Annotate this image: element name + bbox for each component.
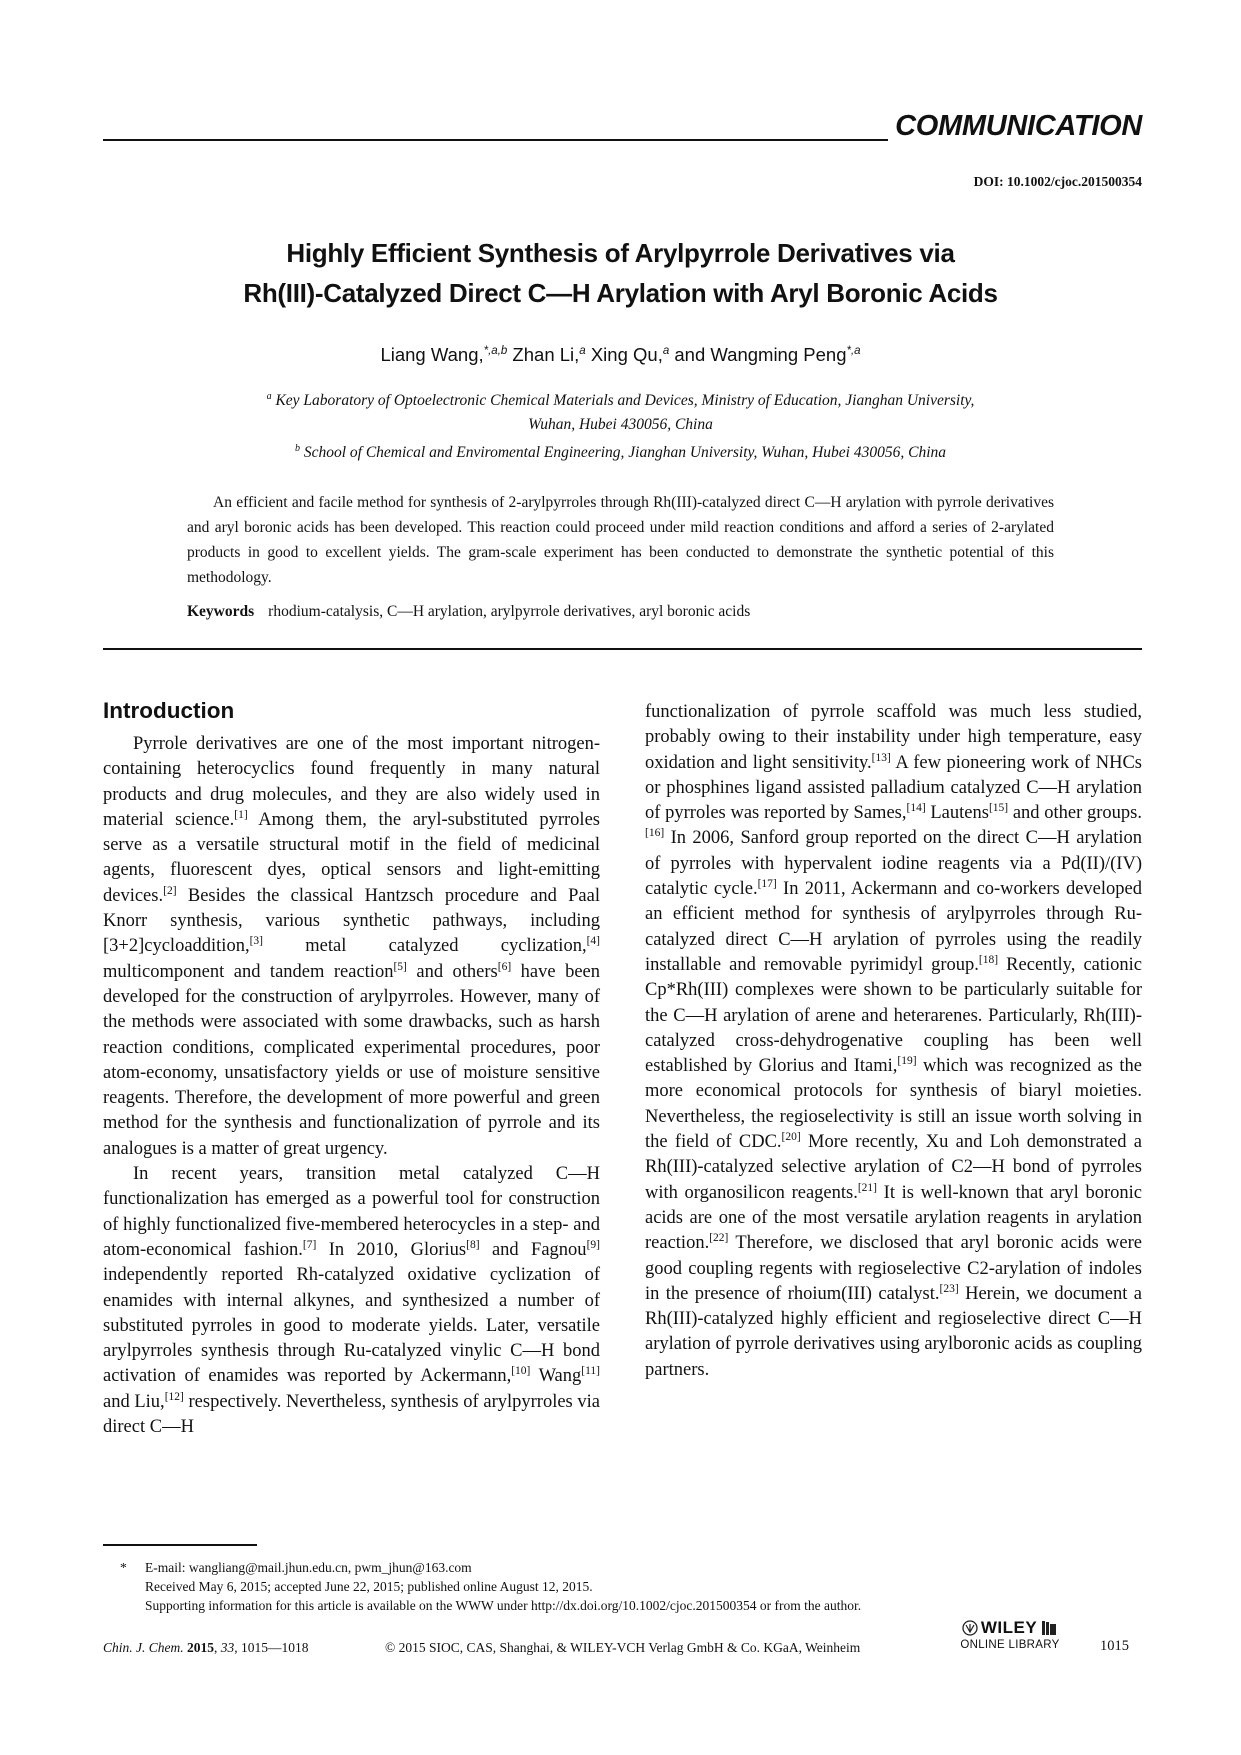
affiliation-text: School of Chemical and Enviromental Engineering, Jianghan University, Wuhan, Hubei 430056, China: [299, 444, 947, 462]
affiliation-text: Key Laboratory of Optoelectronic Chemical Materials and Devices, Ministry of Education, Jianghan University,: [271, 392, 975, 410]
copyright: © 2015 SIOC, CAS, Shanghai, & WILEY-VCH Verlag GmbH & Co. KGaA, Weinheim: [385, 1640, 861, 1655]
citation-ref[interactable]: [22]: [709, 1232, 729, 1245]
intro-paragraph-2-cont: functionalization of pyrrole scaffold was much less studied, probably owing to their instability under high temperature, easy oxidation and light sensitivity.[13] A few pioneering work of NHCs or phosphines ligand assisted palladium catalyzed C—H arylation of pyrroles was reported by Sames,[14] Lautens[15] and other groups.[16] In 2006, Sanford group reported on the direct C—H arylation of pyrroles with hypervalent iodine reagents via a Pd(II)/(IV) catalytic cycle.[17] In 2011, Ackermann and co-workers developed an efficient method for synthesis of arylpyrroles through Ru-catalyzed direct C—H arylation of pyrroles using the readily installable and removable pyrimidyl group.[18] Recently, cationic Cp*Rh(III) complexes were shown to be particularly suitable for the C—H arylation of arene and heterarenes. Particularly, Rh(III)-catalyzed cross-dehydrogenative coupling has been well established by Glorius and Itami,[19] which was recognized as the more economical protocols for synthesis of biaryl moieties. Nevertheless, the regioselectivity is still an issue worth solving in the field of CDC.[20] More recently, Xu and Loh demonstrated a Rh(III)-catalyzed selective arylation of C2—H bond of pyrroles with organosilicon reagents.[21] It is well-known that aryl boronic acids are one of the most versatile arylation reagents in arylation reaction.[22] Therefore, we disclosed that aryl boronic acids were good coupling regents with regioselective C2-arylation of indoles in the presence of rhoium(III) catalyst.[23] Herein, we document a Rh(III)-catalyzed highly efficient and regioselective direct C—H arylation of pyrrole derivatives using arylboronic acids as coupling partners.: [645, 702, 1142, 1380]
section-label: COMMUNICATION: [895, 110, 1142, 142]
citation-ref[interactable]: [8]: [466, 1238, 480, 1251]
citation-ref[interactable]: [13]: [871, 751, 891, 764]
affiliation-b: [100, 437, 1141, 465]
citation-ref[interactable]: [17]: [757, 877, 777, 890]
citation-ref[interactable]: [4]: [586, 935, 600, 948]
title-line-2: Rh(III)-Catalyzed Direct C—H Arylation with Aryl Boronic Acids: [243, 278, 998, 308]
journal-abbrev: Chin. J. Chem.: [103, 1640, 184, 1655]
section-divider: [103, 648, 1142, 650]
author-name: Liang Wang,: [380, 344, 484, 365]
citation-ref[interactable]: [2]: [163, 884, 177, 897]
abstract: An efficient and facile method for synthesis of 2-arylpyrroles through Rh(III)-catalyzed direct C—H arylation with pyrrole derivatives and aryl boronic acids has been developed. This reaction could proceed under mild reaction conditions and afford a series of 2-arylated products in good to excellent yields. The gram-scale experiment has been conducted to demonstrate the synthetic potential of this methodology.: [187, 494, 1054, 586]
footnote-supporting-info[interactable]: Supporting information for this article is available on the WWW under http://dx.doi.org/10.1002/cjoc.201500354 or from the author.: [145, 1598, 862, 1613]
affiliations: [100, 385, 1141, 465]
citation-ref[interactable]: [6]: [497, 960, 512, 973]
affiliation-mark: a: [266, 391, 272, 402]
footnote-email[interactable]: E-mail: wangliang@mail.jhun.edu.cn, pwm_jhun@163.com: [145, 1560, 472, 1575]
citation-ref[interactable]: [23]: [939, 1282, 959, 1295]
author-name: and Wangming Peng: [669, 344, 847, 365]
author-affiliation-mark: a: [662, 344, 670, 357]
header-rule: [103, 139, 888, 141]
citation-ref[interactable]: [9]: [586, 1238, 600, 1251]
article-title: [100, 233, 1141, 313]
author-name: Xing Qu,: [585, 344, 663, 365]
citation-ref[interactable]: [19]: [897, 1055, 917, 1067]
footnote-rule: [103, 1544, 257, 1546]
citation-ref[interactable]: [1]: [234, 808, 248, 821]
keywords-label: Keywords: [187, 603, 255, 620]
citation-ref[interactable]: [21]: [857, 1181, 878, 1194]
citation-ref[interactable]: [18]: [978, 953, 999, 966]
publisher-logo-text: WILEY: [980, 1618, 1038, 1637]
body-column-right: [645, 700, 1142, 1383]
affiliation-mark: b: [294, 443, 300, 455]
citation-ref[interactable]: [20]: [781, 1130, 801, 1143]
author-affiliation-mark: *,a: [846, 344, 861, 357]
keywords: [187, 603, 1054, 621]
author-name: Zhan Li,: [507, 344, 580, 365]
doi[interactable]: DOI: 10.1002/cjoc.201500354: [973, 174, 1142, 189]
intro-paragraph-2-start: In recent years, transition metal catalyzed C—H functionalization has emerged as a powerful tool for construction of highly functionalized five-membered heterocycles in a step- and atom-economical fashion.[7] In 2010, Glorius[8] and Fagnou[9] independently reported Rh-catalyzed oxidative cyclization of enamides with internal alkynes, and synthesized a number of substituted pyrroles in good to moderate yields. Later, versatile arylpyrroles synthesis through Ru-catalyzed vinylic C—H bond activation of enamides was reported by Ackermann,[10] Wang[11] and Liu,[12] respectively. Nevertheless, synthesis of arylpyrroles via direct C—H: [103, 1164, 600, 1438]
citation-ref[interactable]: [3]: [249, 935, 263, 948]
publisher-logo[interactable]: [955, 1618, 1065, 1651]
section-heading: Introduction: [103, 698, 235, 723]
citation-ref[interactable]: [14]: [906, 802, 926, 815]
author-affiliation-mark: *,a,b: [483, 344, 508, 357]
keywords-text: rhodium-catalysis, C—H arylation, arylpyrrole derivatives, aryl boronic acids: [268, 603, 751, 620]
affiliation-a-cont: Wuhan, Hubei 430056, China: [528, 416, 713, 434]
journal-citation: Chin. J. Chem. 2015, 33, 1015—1018: [103, 1640, 309, 1655]
citation-ref[interactable]: [11]: [581, 1365, 600, 1378]
author-affiliation-mark: a: [579, 344, 586, 357]
citation-ref[interactable]: [7]: [302, 1238, 317, 1251]
journal-year: 2015: [187, 1640, 214, 1655]
citation-ref[interactable]: [15]: [988, 802, 1009, 815]
library-books-icon: [1040, 1619, 1058, 1637]
publisher-logo-subtext: ONLINE LIBRARY: [960, 1639, 1060, 1651]
wiley-emblem-icon: [962, 1620, 978, 1636]
journal-volume: 33: [220, 1640, 235, 1655]
footnote: [120, 1558, 1120, 1615]
affiliation-a: [100, 385, 1141, 413]
footnote-dates: Received May 6, 2015; accepted June 22, 2015; published online August 12, 2015.: [145, 1579, 593, 1594]
corresponding-author-mark: *: [120, 1560, 127, 1575]
author-list: [100, 344, 1141, 366]
title-line-1: Highly Efficient Synthesis of Arylpyrrole Derivatives via: [286, 238, 955, 268]
citation-ref[interactable]: [10]: [511, 1365, 531, 1378]
intro-paragraph-1: Pyrrole derivatives are one of the most important nitrogen-containing heterocyclics found frequently in many natural products and drug molecules, and they are also widely used in material science.[1] Among them, the aryl-substituted pyrroles serve as a versatile structural motif in the field of medicinal agents, fluorescent dyes, optical sensors and light-emitting devices.[2] Besides the classical Hantzsch procedure and Paal Knorr synthesis, various synthetic pathways, including [3+2]cycloaddition,[3] metal catalyzed cyclization,[4] multicomponent and tandem reaction[5] and others[6] have been developed for the construction of arylpyrroles. However, many of the methods were associated with some drawbacks, such as harsh reaction conditions, complicated experimental procedures, poor atom-economy, unsatisfactory yields or use of moisture sensitive reagents. Therefore, the development of more powerful and green method for the synthesis and functionalization of pyrrole and its analogues is a matter of great urgency.: [103, 734, 600, 1159]
page-number: 1015: [1100, 1638, 1129, 1654]
citation-ref[interactable]: [16]: [645, 827, 665, 840]
citation-ref[interactable]: [12]: [164, 1390, 184, 1403]
citation-ref[interactable]: [5]: [393, 960, 407, 973]
body-column-left: [103, 696, 600, 1440]
journal-pages: 1015—1018: [241, 1640, 309, 1655]
